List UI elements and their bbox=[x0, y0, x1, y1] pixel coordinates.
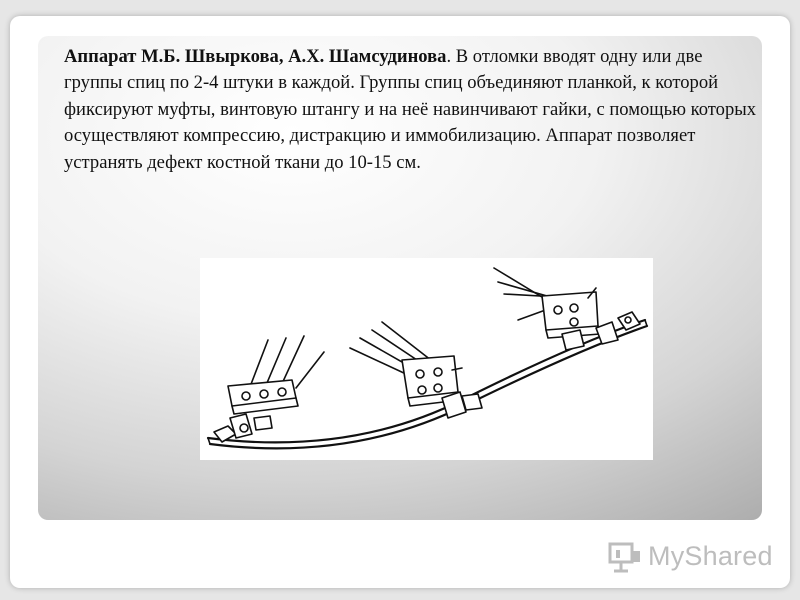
apparatus-illustration bbox=[200, 258, 653, 460]
pin-group-middle bbox=[350, 322, 482, 418]
apparatus-title: Аппарат М.Б. Швыркова, А.Х. Шамсудинова bbox=[64, 46, 447, 67]
watermark-logo bbox=[606, 538, 773, 574]
slide-body-text bbox=[64, 44, 764, 176]
presentation-board-icon bbox=[606, 539, 644, 573]
watermark-text: MyShared bbox=[648, 540, 773, 571]
apparatus-description: . В отломки вводят одну или две группы спиц по 2-4 штуки в каждой. Группы спиц объединяют планкой, к которой фиксируют муфты, винтовую штангу и на неё навинчивают гайки, с помощью которых осуществляют компрессию, дистракцию и иммобилизацию. Аппарат позволяет устранять дефект костной ткани до 10-15 см. bbox=[64, 46, 757, 173]
pin-group-left bbox=[214, 336, 324, 442]
